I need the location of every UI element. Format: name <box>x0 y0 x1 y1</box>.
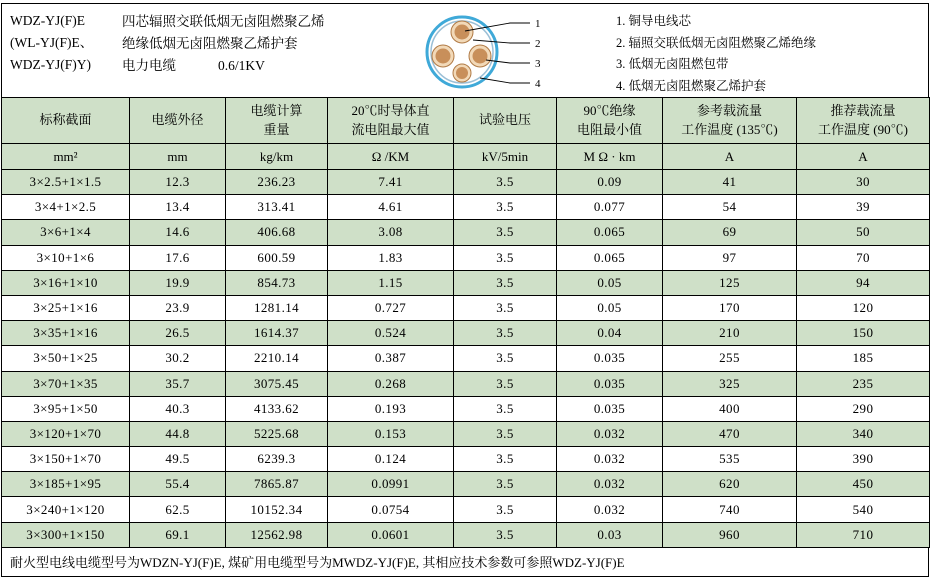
cell-test-voltage: 3.5 <box>454 346 557 371</box>
description-line-2: 绝缘低烟无卤阻燃聚乙烯护套 <box>122 35 298 51</box>
legend-item-3: 3. 低烟无卤阻燃包带 <box>616 57 729 71</box>
table-row <box>2 396 930 421</box>
col-header-weight: 电缆计算 重量 <box>226 98 328 144</box>
unit-nominal-section: mm² <box>2 144 130 170</box>
legend-item-1: 1. 铜导电线芯 <box>616 14 692 28</box>
cell-nominal-section: 3×35+1×16 <box>2 321 130 346</box>
cell-weight: 5225.68 <box>226 421 328 446</box>
cell-outer-diameter: 44.8 <box>130 421 226 446</box>
cell-recommended-current: 390 <box>797 447 930 472</box>
cell-nominal-section: 3×300+1×150 <box>2 522 130 547</box>
table-row <box>2 371 930 396</box>
cell-outer-diameter: 35.7 <box>130 371 226 396</box>
cell-recommended-current: 50 <box>797 220 930 245</box>
cell-test-voltage: 3.5 <box>454 421 557 446</box>
table-row <box>2 295 930 320</box>
cell-nominal-section: 3×150+1×70 <box>2 447 130 472</box>
cell-recommended-current: 70 <box>797 245 930 270</box>
unit-outer-diameter: mm <box>130 144 226 170</box>
unit-insulation-resistance: M Ω · km <box>557 144 663 170</box>
cell-insulation-resistance: 0.032 <box>557 497 663 522</box>
description-line-1: 四芯辐照交联低烟无卤阻燃聚乙烯 <box>122 14 325 29</box>
cell-outer-diameter: 17.6 <box>130 245 226 270</box>
cell-insulation-resistance: 0.035 <box>557 371 663 396</box>
col-header-insulation-resistance: 90℃绝缘 电阻最小值 <box>557 98 663 144</box>
model-line-3: WDZ-YJ(F)Y) <box>10 56 91 72</box>
cable-diagram-svg <box>418 10 604 94</box>
cell-recommended-current: 94 <box>797 270 930 295</box>
cable-cross-section-diagram <box>418 4 608 94</box>
cell-outer-diameter: 40.3 <box>130 396 226 421</box>
cell-outer-diameter: 30.2 <box>130 346 226 371</box>
col-header-nominal-section: 标称截面 <box>2 98 130 144</box>
callout-number-4: 4 <box>535 78 541 90</box>
table-row <box>2 170 930 195</box>
col-header-outer-diameter: 电缆外径 <box>130 98 226 144</box>
cell-reference-current: 740 <box>663 497 797 522</box>
cell-nominal-section: 3×16+1×10 <box>2 270 130 295</box>
cable-type-label: 电力电缆 <box>122 57 176 73</box>
cell-reference-current: 620 <box>663 472 797 497</box>
cell-nominal-section: 3×120+1×70 <box>2 421 130 446</box>
cell-outer-diameter: 49.5 <box>130 447 226 472</box>
cell-test-voltage: 3.5 <box>454 295 557 320</box>
table-row <box>2 245 930 270</box>
legend-item-4: 4. 低烟无卤阻燃聚乙烯护套 <box>616 78 767 93</box>
cell-dc-resistance: 0.268 <box>328 371 454 396</box>
cell-recommended-current: 120 <box>797 295 930 320</box>
cell-outer-diameter: 19.9 <box>130 270 226 295</box>
cell-insulation-resistance: 0.065 <box>557 245 663 270</box>
table-row <box>2 321 930 346</box>
core-bottom-conductor <box>456 67 468 79</box>
col-header-reference-current: 参考载流量 工作温度 (135℃) <box>663 98 797 144</box>
cell-recommended-current: 540 <box>797 497 930 522</box>
cell-recommended-current: 30 <box>797 170 930 195</box>
callout-number-3: 3 <box>535 58 541 70</box>
cell-outer-diameter: 26.5 <box>130 321 226 346</box>
cell-recommended-current: 235 <box>797 371 930 396</box>
cell-dc-resistance: 1.83 <box>328 245 454 270</box>
footer-note: 耐火型电线电缆型号为WDZN-YJ(F)E, 煤矿用电缆型号为MWDZ-YJ(F)E, 其相应技术参数可参照WDZ-YJ(F)E <box>1 548 929 577</box>
col-header-dc-resistance: 20℃时导体直 流电阻最大值 <box>328 98 454 144</box>
cell-weight: 406.68 <box>226 220 328 245</box>
cell-recommended-current: 290 <box>797 396 930 421</box>
cell-test-voltage: 3.5 <box>454 270 557 295</box>
cell-reference-current: 54 <box>663 195 797 220</box>
unit-dc-resistance: Ω /KM <box>328 144 454 170</box>
cell-nominal-section: 3×70+1×35 <box>2 371 130 396</box>
cell-recommended-current: 185 <box>797 346 930 371</box>
cell-weight: 600.59 <box>226 245 328 270</box>
cell-insulation-resistance: 0.032 <box>557 421 663 446</box>
cell-weight: 4133.62 <box>226 396 328 421</box>
cell-insulation-resistance: 0.035 <box>557 396 663 421</box>
cell-weight: 10152.34 <box>226 497 328 522</box>
cell-weight: 1281.14 <box>226 295 328 320</box>
voltage-rating: 0.6/1KV <box>218 57 265 73</box>
cell-weight: 6239.3 <box>226 447 328 472</box>
cell-reference-current: 960 <box>663 522 797 547</box>
cell-insulation-resistance: 0.09 <box>557 170 663 195</box>
cell-reference-current: 470 <box>663 421 797 446</box>
cell-recommended-current: 340 <box>797 421 930 446</box>
cell-reference-current: 400 <box>663 396 797 421</box>
core-left-conductor <box>436 49 451 64</box>
cell-reference-current: 69 <box>663 220 797 245</box>
cell-weight: 7865.87 <box>226 472 328 497</box>
cell-dc-resistance: 7.41 <box>328 170 454 195</box>
cell-test-voltage: 3.5 <box>454 245 557 270</box>
table-header <box>2 98 930 170</box>
cell-weight: 2210.14 <box>226 346 328 371</box>
cell-insulation-resistance: 0.032 <box>557 447 663 472</box>
unit-recommended-current: A <box>797 144 930 170</box>
cell-dc-resistance: 0.153 <box>328 421 454 446</box>
cell-recommended-current: 710 <box>797 522 930 547</box>
cell-reference-current: 170 <box>663 295 797 320</box>
unit-test-voltage: kV/5min <box>454 144 557 170</box>
cell-reference-current: 255 <box>663 346 797 371</box>
cell-insulation-resistance: 0.03 <box>557 522 663 547</box>
cell-insulation-resistance: 0.077 <box>557 195 663 220</box>
cell-weight: 3075.45 <box>226 371 328 396</box>
table-row <box>2 346 930 371</box>
cell-test-voltage: 3.5 <box>454 220 557 245</box>
legend-item-2: 2. 辐照交联低烟无卤阻燃聚乙烯绝缘 <box>616 35 817 50</box>
units-row <box>2 144 930 170</box>
cable-model-block <box>2 4 118 76</box>
table-row <box>2 270 930 295</box>
cell-outer-diameter: 55.4 <box>130 472 226 497</box>
cell-dc-resistance: 4.61 <box>328 195 454 220</box>
cell-reference-current: 41 <box>663 170 797 195</box>
legend-block <box>608 4 928 97</box>
cell-weight: 236.23 <box>226 170 328 195</box>
cell-outer-diameter: 12.3 <box>130 170 226 195</box>
cell-dc-resistance: 3.08 <box>328 220 454 245</box>
cell-weight: 1614.37 <box>226 321 328 346</box>
table-row <box>2 522 930 547</box>
cell-dc-resistance: 0.0601 <box>328 522 454 547</box>
header-row <box>2 98 930 144</box>
table-row <box>2 421 930 446</box>
cell-outer-diameter: 14.6 <box>130 220 226 245</box>
cell-insulation-resistance: 0.065 <box>557 220 663 245</box>
cell-recommended-current: 450 <box>797 472 930 497</box>
cell-nominal-section: 3×240+1×120 <box>2 497 130 522</box>
cell-outer-diameter: 13.4 <box>130 195 226 220</box>
cell-dc-resistance: 0.387 <box>328 346 454 371</box>
table-row <box>2 195 930 220</box>
table-row <box>2 472 930 497</box>
cell-reference-current: 535 <box>663 447 797 472</box>
cell-insulation-resistance: 0.035 <box>557 346 663 371</box>
cell-reference-current: 97 <box>663 245 797 270</box>
unit-weight: kg/km <box>226 144 328 170</box>
cell-test-voltage: 3.5 <box>454 522 557 547</box>
cell-insulation-resistance: 0.04 <box>557 321 663 346</box>
col-header-test-voltage: 试验电压 <box>454 98 557 144</box>
cell-dc-resistance: 0.193 <box>328 396 454 421</box>
cell-test-voltage: 3.5 <box>454 396 557 421</box>
table-row <box>2 447 930 472</box>
cell-nominal-section: 3×25+1×16 <box>2 295 130 320</box>
spec-sheet <box>0 3 930 570</box>
cell-outer-diameter: 69.1 <box>130 522 226 547</box>
callout-number-1: 1 <box>535 18 541 30</box>
cell-reference-current: 325 <box>663 371 797 396</box>
cell-nominal-section: 3×50+1×25 <box>2 346 130 371</box>
cell-reference-current: 210 <box>663 321 797 346</box>
table-row <box>2 220 930 245</box>
cell-test-voltage: 3.5 <box>454 321 557 346</box>
cell-test-voltage: 3.5 <box>454 371 557 396</box>
cell-nominal-section: 3×6+1×4 <box>2 220 130 245</box>
description-line-3 <box>122 55 418 77</box>
cell-dc-resistance: 1.15 <box>328 270 454 295</box>
cell-test-voltage: 3.5 <box>454 497 557 522</box>
cell-weight: 313.41 <box>226 195 328 220</box>
cell-test-voltage: 3.5 <box>454 195 557 220</box>
table-row <box>2 497 930 522</box>
core-top-conductor <box>455 25 470 40</box>
cell-dc-resistance: 0.0991 <box>328 472 454 497</box>
cell-recommended-current: 150 <box>797 321 930 346</box>
specifications-table <box>1 97 930 548</box>
cell-test-voltage: 3.5 <box>454 472 557 497</box>
core-right-conductor <box>473 49 488 64</box>
cell-reference-current: 125 <box>663 270 797 295</box>
cell-test-voltage: 3.5 <box>454 170 557 195</box>
cable-description-block <box>118 4 418 77</box>
cell-test-voltage: 3.5 <box>454 447 557 472</box>
cell-dc-resistance: 0.727 <box>328 295 454 320</box>
cell-dc-resistance: 0.124 <box>328 447 454 472</box>
cell-dc-resistance: 0.0754 <box>328 497 454 522</box>
unit-reference-current: A <box>663 144 797 170</box>
cell-nominal-section: 3×185+1×95 <box>2 472 130 497</box>
model-line-2: (WL-YJ(F)E、 <box>10 34 94 50</box>
cell-outer-diameter: 23.9 <box>130 295 226 320</box>
header-panel <box>1 3 929 97</box>
cell-outer-diameter: 62.5 <box>130 497 226 522</box>
model-line-1: WDZ-YJ(F)E <box>10 13 85 28</box>
table-body <box>2 170 930 548</box>
cell-weight: 854.73 <box>226 270 328 295</box>
cell-nominal-section: 3×2.5+1×1.5 <box>2 170 130 195</box>
cell-nominal-section: 3×4+1×2.5 <box>2 195 130 220</box>
cell-nominal-section: 3×10+1×6 <box>2 245 130 270</box>
col-header-recommended-current: 推荐载流量 工作温度 (90℃) <box>797 98 930 144</box>
callout-number-2: 2 <box>535 38 541 50</box>
cell-weight: 12562.98 <box>226 522 328 547</box>
cell-insulation-resistance: 0.05 <box>557 295 663 320</box>
cell-insulation-resistance: 0.032 <box>557 472 663 497</box>
cell-insulation-resistance: 0.05 <box>557 270 663 295</box>
cell-dc-resistance: 0.524 <box>328 321 454 346</box>
cell-nominal-section: 3×95+1×50 <box>2 396 130 421</box>
cell-recommended-current: 39 <box>797 195 930 220</box>
